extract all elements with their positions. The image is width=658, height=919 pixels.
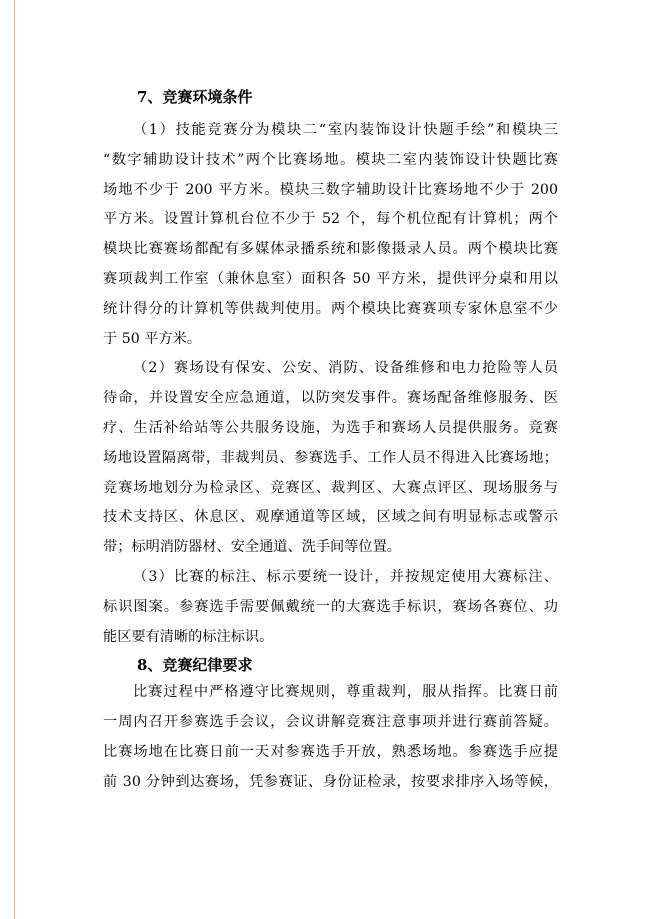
section-7-paragraph-2 <box>103 354 558 563</box>
section-7-paragraph-1 <box>103 116 558 354</box>
text-line: （2）赛场设有保安、公安、消防、设备维修和电力抢险等人员 <box>133 360 558 377</box>
text-line: 能区要有清晰的标注标识。 <box>103 628 274 645</box>
text-line: 前 30 分钟到达赛场，凭参赛证、身份证检录，按要求排序入场等候， <box>103 773 558 790</box>
text-line: 技术支持区、休息区、观摩通道等区域，区域之间有明显标志或警示 <box>103 509 558 526</box>
text-line: 比赛过程中严格遵守比赛规则，尊重裁判，服从指挥。比赛日前 <box>133 684 558 701</box>
text-line: 竞赛场地划分为检录区、竞赛区、裁判区、大赛点评区、现场服务与 <box>103 479 558 496</box>
text-line: 带；标明消防器材、安全通道、洗手间等位置。 <box>103 539 401 556</box>
section-8-heading: 8、竞赛纪律要求 <box>137 656 253 675</box>
text-line: 于 50 平方米。 <box>103 330 202 347</box>
section-8-paragraph-1 <box>103 678 558 797</box>
text-line: 场地不少于 200 平方米。模块三数字辅助设计比赛场地不少于 200 <box>103 181 558 198</box>
text-line: （3）比赛的标注、标示要统一设计，并按规定使用大赛标注、 <box>133 568 558 585</box>
text-line: 待命，并设置安全应急通道，以防突发事件。赛场配备维修服务、医 <box>103 390 558 407</box>
text-line: 疗、生活补给站等公共服务设施，为选手和赛场人员提供服务。竞赛 <box>103 419 558 436</box>
text-line: 平方米。设置计算机台位不少于 52 个，每个机位配有计算机；两个 <box>103 211 558 228</box>
page-edge-line <box>14 0 15 919</box>
text-line: 赛项裁判工作室（兼休息室）面积各 50 平方米，提供评分桌和用以 <box>103 270 558 287</box>
text-line: 统计得分的计算机等供裁判使用。两个模块比赛赛项专家休息室不少 <box>103 300 558 317</box>
text-line: 比赛场地在比赛日前一天对参赛选手开放，熟悉场地。参赛选手应提 <box>103 743 558 760</box>
section-7-paragraph-3 <box>103 563 558 652</box>
text-line: 场地设置隔离带，非裁判员、参赛选手、工作人员不得进入比赛场地； <box>103 449 558 466</box>
text-line: （1）技能竞赛分为模块二“室内装饰设计快题手绘”和模块三 <box>133 122 558 138</box>
text-line: 标识图案。参赛选手需要佩戴统一的大赛选手标识，赛场各赛位、功 <box>103 598 558 615</box>
text-line: “数字辅助设计技术”两个比赛场地。模块二室内装饰设计快题比赛 <box>103 151 558 168</box>
text-line: 一周内召开参赛选手会议，会议讲解竞赛注意事项并进行赛前答疑。 <box>103 714 558 731</box>
document-body <box>103 84 558 798</box>
section-7-heading: 7、竞赛环境条件 <box>137 88 253 106</box>
text-line: 模块比赛赛场都配有多媒体录播系统和影像摄录人员。两个模块比赛 <box>103 241 558 258</box>
